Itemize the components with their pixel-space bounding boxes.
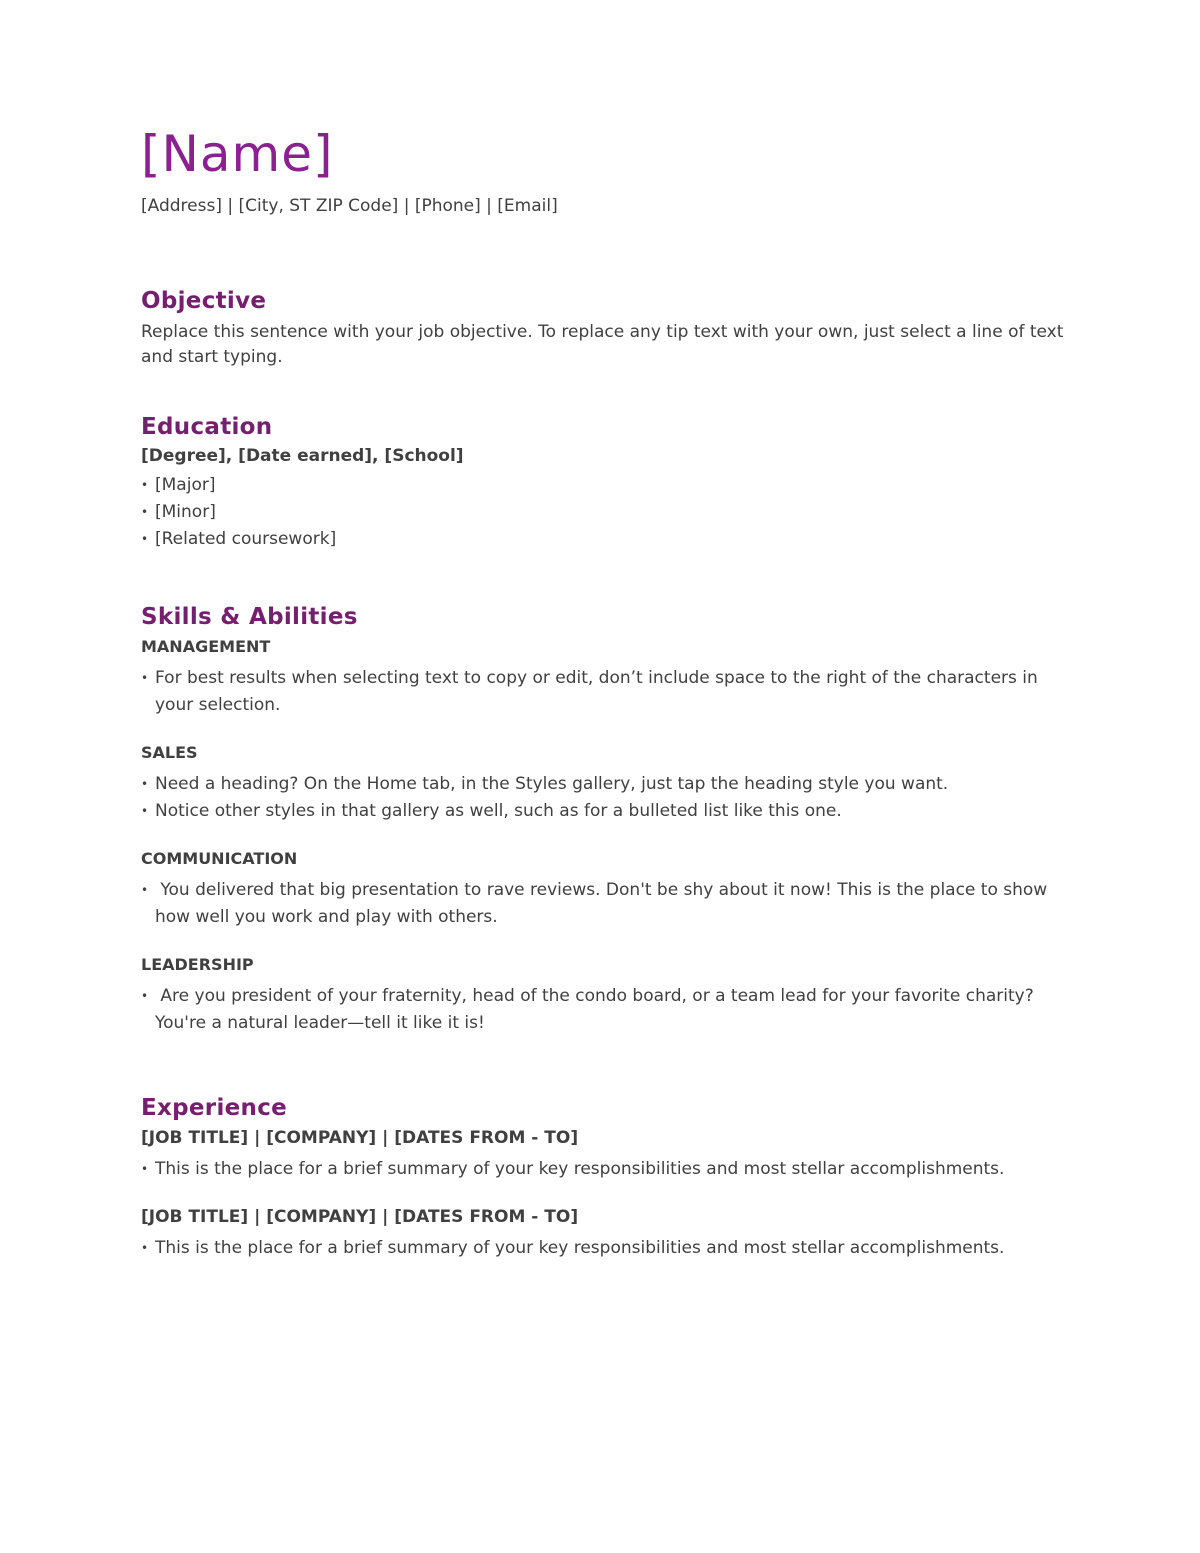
name-heading[interactable]: [Name]: [141, 125, 334, 183]
job-heading[interactable]: [JOB TITLE] | [COMPANY] | [DATES FROM - TO]: [141, 1207, 579, 1227]
job-list: [141, 1156, 1071, 1183]
skill-heading-leadership[interactable]: LEADERSHIP: [141, 955, 254, 974]
experience-section: [141, 1093, 1071, 1262]
bullet-icon: •: [141, 989, 149, 1003]
education-coursework: [Related coursework]: [155, 529, 337, 549]
bullet-icon: •: [141, 671, 149, 685]
education-major: [Major]: [155, 475, 216, 495]
bullet-icon: •: [141, 777, 149, 791]
objective-title: Objective: [141, 288, 267, 314]
skill-text: Notice other styles in that gallery as well, such as for a bulleted list like this one.: [155, 801, 842, 821]
skill-text: Need a heading? On the Home tab, in the Styles gallery, just tap the heading style you want.: [155, 774, 949, 794]
skill-heading-sales[interactable]: SALES: [141, 743, 198, 762]
list-item[interactable]: [141, 798, 1071, 825]
job-summary: This is the place for a brief summary of your key responsibilities and most stellar accomplishments.: [155, 1159, 1005, 1179]
list-item[interactable]: [141, 1156, 1071, 1183]
management-list: [141, 665, 1071, 719]
education-list: [141, 472, 1071, 553]
leadership-list: [141, 983, 1071, 1037]
skill-heading-management[interactable]: MANAGEMENT: [141, 637, 271, 656]
bullet-icon: •: [141, 505, 149, 519]
list-item[interactable]: [141, 472, 1071, 499]
list-item[interactable]: [141, 526, 1071, 553]
list-item[interactable]: [141, 771, 1071, 798]
job-heading[interactable]: [JOB TITLE] | [COMPANY] | [DATES FROM - TO]: [141, 1128, 579, 1148]
job-summary: This is the place for a brief summary of your key responsibilities and most stellar accomplishments.: [155, 1238, 1005, 1258]
list-item[interactable]: [141, 877, 1071, 931]
bullet-icon: •: [141, 883, 149, 897]
list-item[interactable]: [141, 983, 1071, 1037]
degree-line[interactable]: [Degree], [Date earned], [School]: [141, 446, 464, 466]
experience-title: Experience: [141, 1095, 288, 1121]
list-item[interactable]: [141, 1235, 1071, 1262]
objective-text[interactable]: Replace this sentence with your job objective. To replace any tip text with your own, just select a line of text and start typing.: [141, 322, 1064, 367]
sales-list: [141, 771, 1071, 825]
bullet-icon: •: [141, 478, 149, 492]
bullet-icon: •: [141, 1162, 149, 1176]
bullet-icon: •: [141, 804, 149, 818]
education-title: Education: [141, 414, 273, 440]
communication-list: [141, 877, 1071, 931]
skill-text: You delivered that big presentation to rave reviews. Don't be shy about it now! This is the place to show how well you work and play with others.: [155, 880, 1053, 927]
skills-section: [141, 602, 1071, 1037]
bullet-icon: •: [141, 1241, 149, 1255]
skill-heading-communication[interactable]: COMMUNICATION: [141, 849, 298, 868]
skills-title: Skills & Abilities: [141, 604, 358, 630]
bullet-icon: •: [141, 532, 149, 546]
contact-line[interactable]: [Address] | [City, ST ZIP Code] | [Phone] | [Email]: [141, 196, 558, 216]
list-item[interactable]: [141, 665, 1071, 719]
education-minor: [Minor]: [155, 502, 216, 522]
education-section: [141, 412, 1071, 553]
list-item[interactable]: [141, 499, 1071, 526]
objective-section: [141, 286, 1071, 370]
skill-text: Are you president of your fraternity, head of the condo board, or a team lead for your favorite charity? You're a natural leader—tell it like it is!: [155, 986, 1040, 1033]
skill-text: For best results when selecting text to copy or edit, don’t include space to the right of the characters in your selection.: [155, 668, 1038, 715]
job-list: [141, 1235, 1071, 1262]
